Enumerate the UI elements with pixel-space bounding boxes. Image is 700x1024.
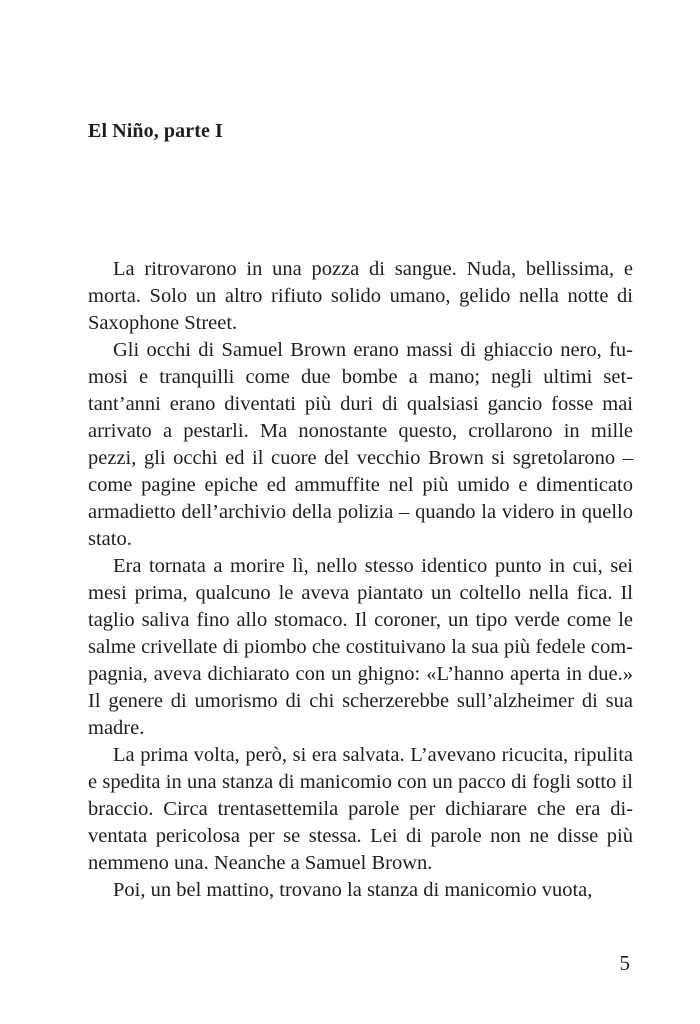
- paragraph: Gli occhi di Samuel Brown erano massi di ghiaccio nero, fumosi e tranquilli come due bombe a mano; negli ultimi settant’anni erano diventati più duri di qualsiasi gancio fosse mai arrivato a pestarli. Ma nonostante questo, crollarono in mille pezzi, gli occhi ed il cuore del vecchio Brown si sgretolarono – come pagine epiche ed ammuffite nel più umido e dimenticato armadietto dell’archivio della polizia – quando la videro in quello stato.: [88, 339, 633, 550]
- page-number: 5: [619, 951, 630, 975]
- paragraph: La ritrovarono in una pozza di sangue. Nuda, bellissima, e morta. Solo un altro rifiuto solido umano, gelido nella notte di Saxophone Street.: [88, 258, 633, 334]
- body-text: [88, 256, 633, 904]
- chapter-title: El Niño, parte I: [88, 120, 223, 142]
- paragraph: Era tornata a morire lì, nello stesso identico punto in cui, sei mesi prima, qualcuno le aveva piantato un coltello nella fica. Il taglio saliva fino allo stomaco. Il coroner, un tipo verde come le salme crivellate di piombo che costituivano la sua più fedele compagnia, aveva dichiarato con un ghigno: «L’hanno aperta in due.» Il genere di umorismo di chi scherzerebbe sull’alzheimer di sua madre.: [88, 555, 633, 739]
- paragraph: La prima volta, però, si era salvata. L’avevano ricucita, ripulita e spedita in una stanza di manicomio con un pacco di fogli sotto il braccio. Circa trentasettemila parole per dichiarare che era diventata pericolosa per se stessa. Lei di parole non ne disse più nemmeno una. Neanche a Samuel Brown.: [88, 744, 633, 874]
- paragraph: Poi, un bel mattino, trovano la stanza di manicomio vuota,: [113, 879, 593, 901]
